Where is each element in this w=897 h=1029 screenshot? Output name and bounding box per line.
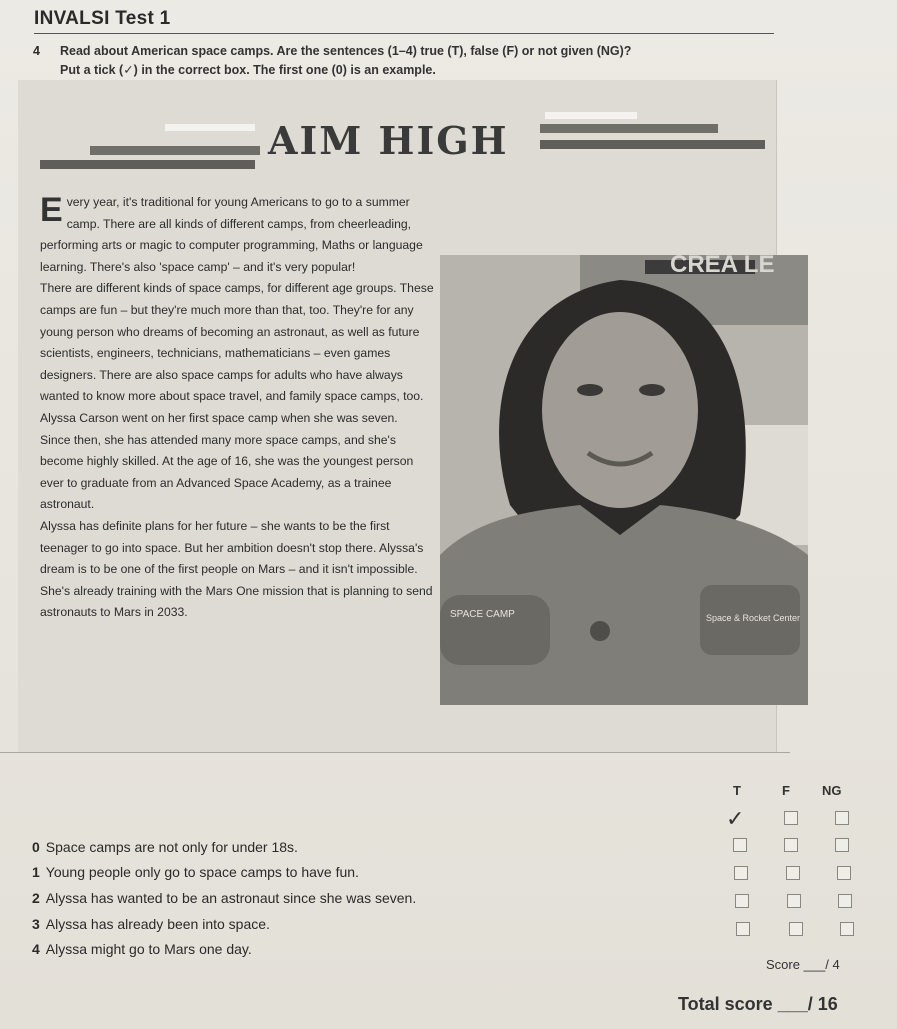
total-score-blank[interactable]: ___: [777, 994, 808, 1014]
article-headline: AIM HIGH: [268, 118, 509, 163]
checkbox-q1-f[interactable]: [784, 838, 798, 852]
checkbox-q3-f[interactable]: [787, 894, 801, 908]
article-body: [40, 192, 440, 624]
paragraph-4: Alyssa has definite plans for her future – she wants to be the first teenager to go into space. But her ambition doesn't stop there. Alyssa's dream is to be one of the first people on Mars – and it isn't impossible. She's already training with the Mars One mission that is planning to send astronauts to Mars in 2033.: [40, 518, 433, 620]
example-tick-mark: ✓: [726, 806, 745, 831]
checkbox-q4-ng[interactable]: [840, 922, 854, 936]
question-0-text: Space camps are not only for under 18s.: [45, 839, 298, 855]
question-2-number: 2: [32, 890, 40, 906]
reading-panel-divider: [0, 752, 790, 753]
checkbox-q3-t[interactable]: [735, 894, 749, 908]
checkbox-q4-t[interactable]: [736, 922, 750, 936]
exercise-number: 4: [33, 44, 40, 58]
total-score-label: Total score: [678, 994, 773, 1014]
question-4: [32, 941, 252, 957]
instruction-line-1: Read about American space camps. Are the sentences (1–4) true (T), false (F) or not given (NG)?: [60, 44, 632, 58]
score-blank[interactable]: ___: [803, 957, 826, 972]
column-head-not-given: NG: [822, 783, 842, 798]
question-3: [32, 916, 270, 932]
alyssa-photo: [440, 255, 808, 705]
checkbox-q3-ng[interactable]: [838, 894, 852, 908]
score-max: / 4: [825, 957, 840, 972]
question-1: [32, 864, 359, 880]
headline-bar-right-2: [540, 140, 765, 149]
paragraph-3: Alyssa Carson went on her first space camp when she was seven. Since then, she has attended many more space camps, and she's become highly skilled. At the age of 16, she was the youngest person ever to graduate from an Advanced Space Academy, as a trainee astronaut.: [40, 410, 414, 512]
instruction-line-2: Put a tick (✓) in the correct box. The first one (0) is an example.: [60, 63, 436, 77]
headline-bar-right-3: [545, 112, 637, 119]
score-label: Score: [766, 957, 800, 972]
patch-right-text: Space & Rocket Center: [706, 613, 801, 623]
paragraph-2: There are different kinds of space camps, for different age groups. These camps are fun – but they're much more than that, too. They're for any young person who dreams of becoming an astronaut, as well as future scientists, engineers, technicians, mathematicians – even games designers. There are also space camps for adults who have always wanted to know more about space travel, and family space camps, too.: [40, 281, 434, 404]
column-head-true: T: [733, 783, 741, 798]
section-score: [766, 957, 840, 972]
headline-bar-left-3: [165, 124, 255, 131]
question-0-number: 0: [32, 839, 40, 855]
drop-cap: E: [40, 191, 63, 229]
checkbox-q2-t[interactable]: [734, 866, 748, 880]
question-2: [32, 890, 416, 906]
headline-bar-right-1: [540, 124, 718, 133]
question-4-number: 4: [32, 941, 40, 957]
paragraph-1: [40, 192, 440, 278]
page-title: INVALSI Test 1: [34, 8, 171, 29]
headline-bar-left-2: [40, 160, 255, 169]
sign-text: CREA LE: [670, 255, 775, 278]
question-1-number: 1: [32, 864, 40, 880]
column-head-false: F: [782, 783, 790, 798]
question-3-text: Alyssa has already been into space.: [45, 916, 270, 932]
checkbox-q0-f[interactable]: [784, 811, 798, 825]
total-score-max: / 16: [807, 994, 838, 1014]
question-3-number: 3: [32, 916, 40, 932]
checkbox-q0-ng[interactable]: [835, 811, 849, 825]
checkbox-q1-ng[interactable]: [835, 838, 849, 852]
patch-left-text: SPACE CAMP: [450, 609, 515, 620]
question-4-text: Alyssa might go to Mars one day.: [45, 941, 252, 957]
checkbox-q2-ng[interactable]: [837, 866, 851, 880]
paragraph-1-text: very year, it's traditional for young Americans to go to a summer camp. There are all kinds of different camps, from cheerleading, performing arts or magic to computer programming, Maths or language learning. There's also 'space camp' – and it's very popular!: [40, 195, 423, 274]
alyssa-photo-illustration: [440, 255, 808, 705]
headline-bar-left-1: [90, 146, 260, 155]
total-score: [678, 994, 838, 1015]
title-rule: [34, 33, 774, 34]
checkbox-q1-t[interactable]: [733, 838, 747, 852]
question-2-text: Alyssa has wanted to be an astronaut since she was seven.: [45, 890, 417, 906]
checkbox-q2-f[interactable]: [786, 866, 800, 880]
question-0: [32, 839, 298, 855]
checkbox-q4-f[interactable]: [789, 922, 803, 936]
question-1-text: Young people only go to space camps to have fun.: [45, 864, 359, 880]
